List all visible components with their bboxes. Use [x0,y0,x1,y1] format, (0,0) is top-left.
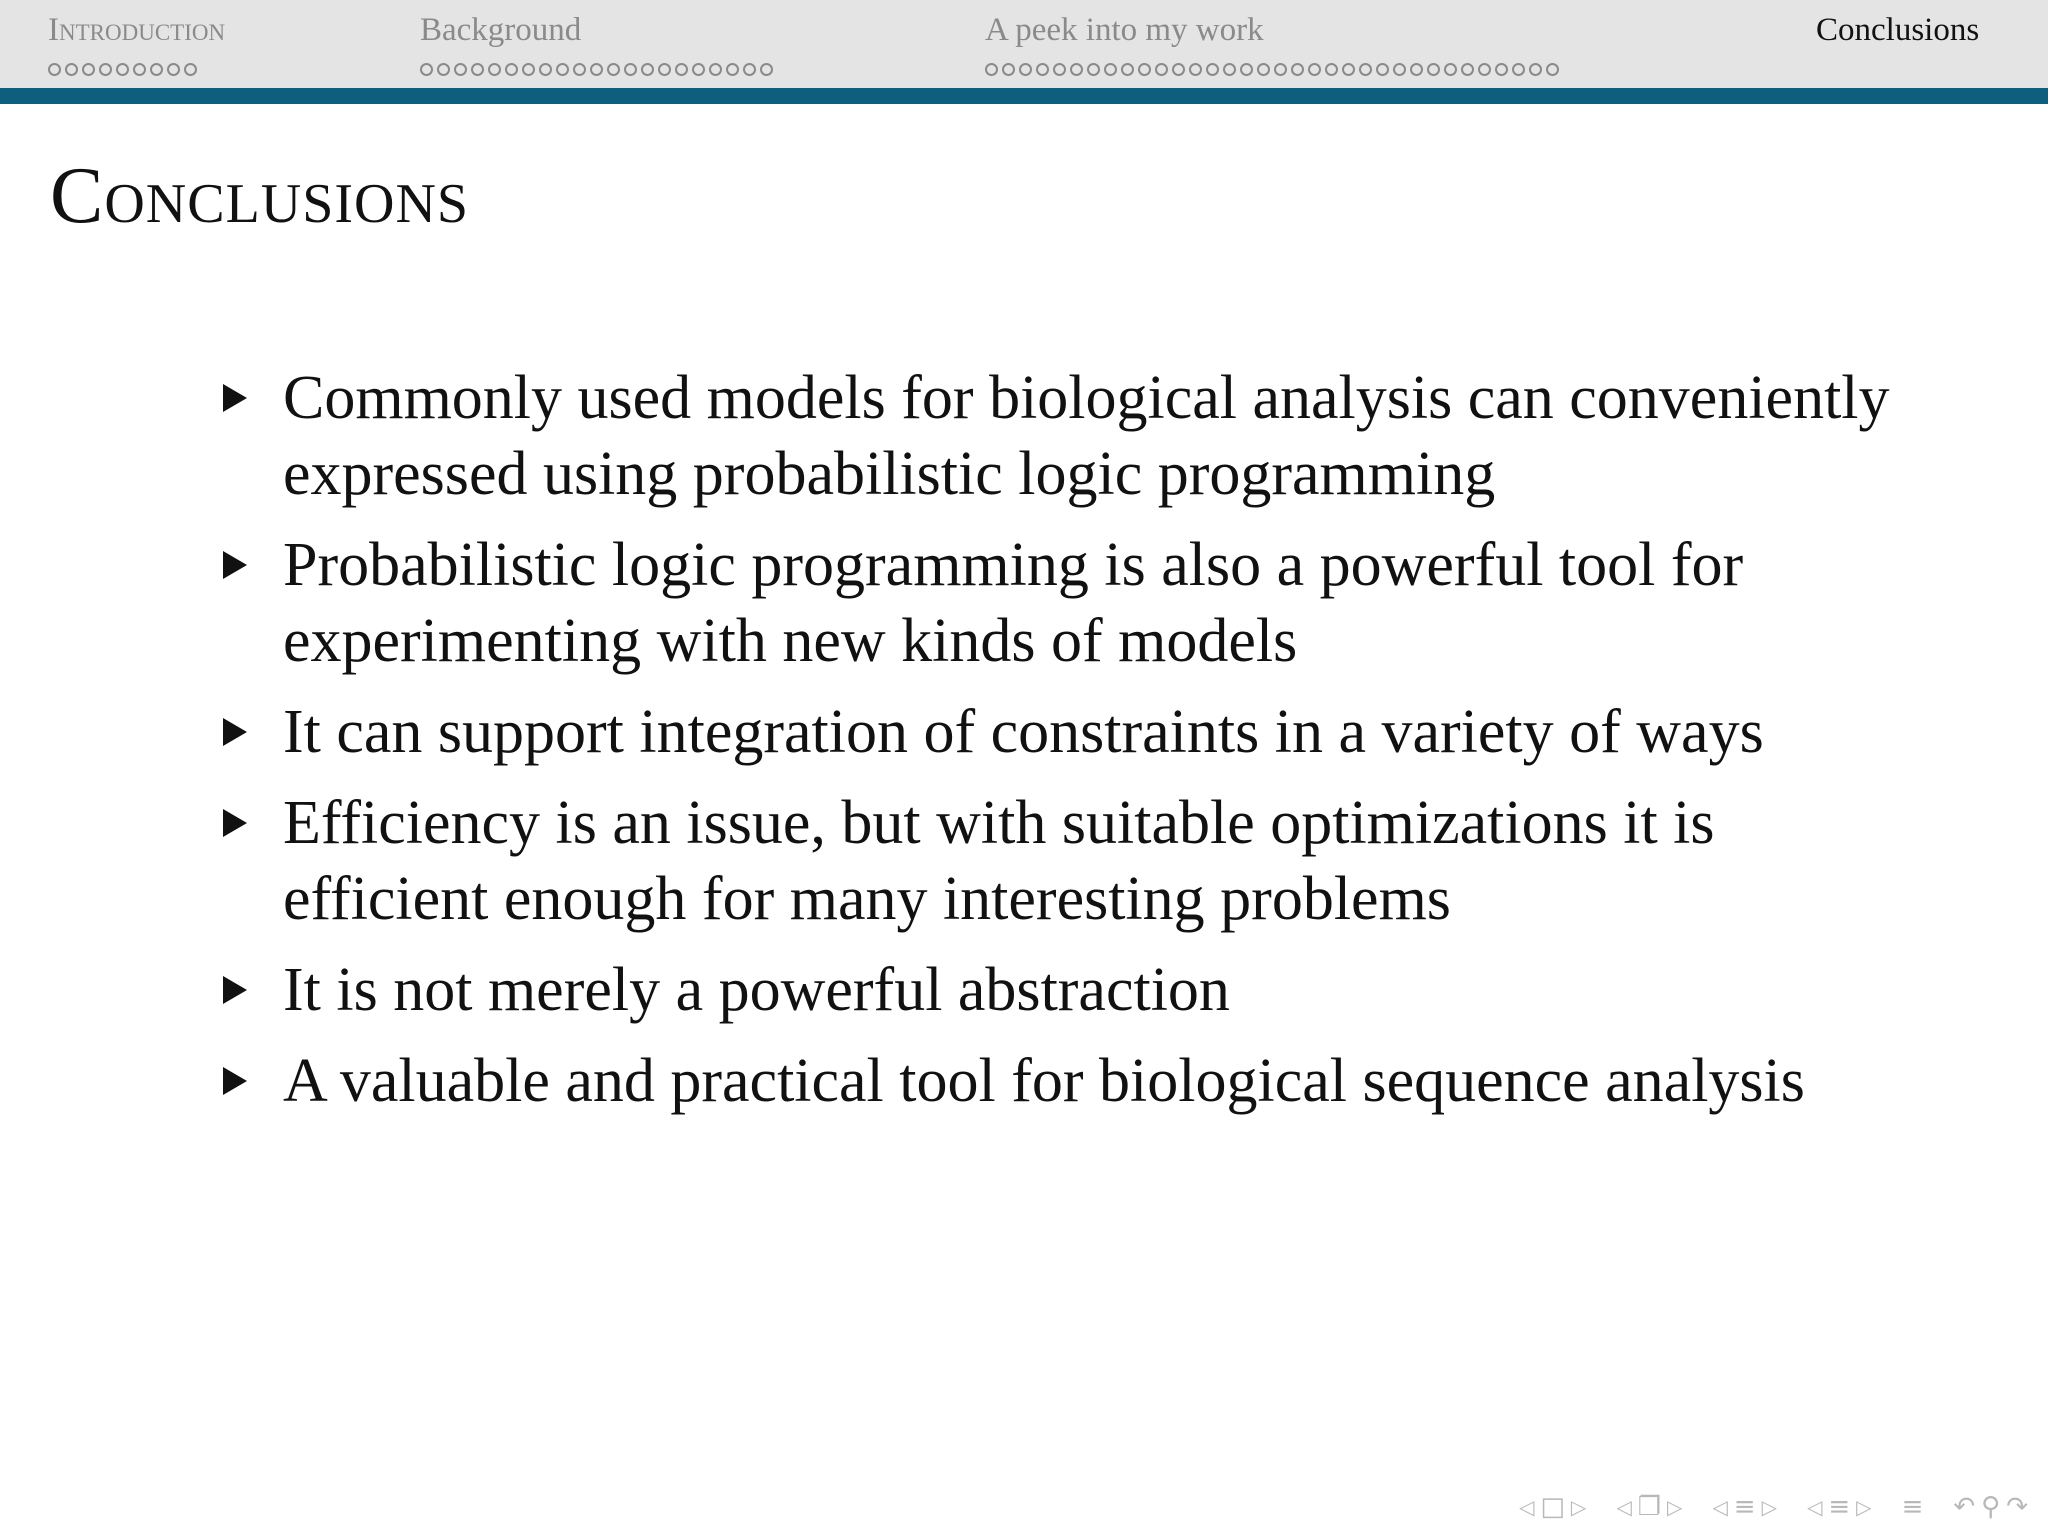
frame-dot[interactable] [1274,63,1287,76]
frame-dot[interactable] [488,63,501,76]
section-dots [985,60,1559,78]
section-dots [48,60,225,78]
frame-dot[interactable] [1495,63,1508,76]
frame-dot[interactable] [1410,63,1423,76]
list-item [215,527,1915,679]
triangle-bullet-icon [223,976,247,1004]
frame-dot[interactable] [1376,63,1389,76]
frame-dot[interactable] [573,63,586,76]
frame-icon[interactable]: ❐ [1637,1492,1662,1522]
next-frame-arrow-icon[interactable]: ▷ [1667,1495,1683,1519]
frame-dot[interactable] [1053,63,1066,76]
section-conclusions[interactable] [1816,10,1979,50]
frame-dot[interactable] [1461,63,1474,76]
next-subsection-arrow-icon[interactable]: ▷ [1761,1495,1777,1519]
list-item [215,360,1915,512]
frame-dot[interactable] [522,63,535,76]
frame-dot[interactable] [1529,63,1542,76]
section-dots [420,60,773,78]
triangle-bullet-icon [223,809,247,837]
frame-dot[interactable] [1427,63,1440,76]
next-section-arrow-icon[interactable]: ▷ [1856,1495,1872,1519]
frame-dot[interactable] [1019,63,1032,76]
frame-dot[interactable] [454,63,467,76]
frame-dot[interactable] [760,63,773,76]
prev-slide-arrow-icon[interactable]: ◁ [1518,1495,1535,1519]
frame-dot[interactable] [709,63,722,76]
frame-dot[interactable] [1546,63,1559,76]
search-icon[interactable]: ⚲ [1981,1492,2001,1522]
bullet-text: Probabilistic logic programming is also a powerful tool for experimenting with new kinds of models [283,531,1744,675]
frame-dot[interactable] [1393,63,1406,76]
prev-section-arrow-icon[interactable]: ◁ [1806,1495,1823,1519]
section-icon[interactable]: ≡ [1828,1492,1851,1522]
headline-rule [0,88,2048,104]
list-item [215,694,1915,770]
bullet-text: A valuable and practical tool for biological sequence analysis [283,1047,1805,1115]
frame-dot[interactable] [1240,63,1253,76]
next-slide-arrow-icon[interactable]: ▷ [1570,1495,1587,1519]
frame-dot[interactable] [556,63,569,76]
frame-dot[interactable] [1478,63,1491,76]
bullet-text: It can support integration of constraints in a variety of ways [283,698,1764,766]
frame-dot[interactable] [471,63,484,76]
frame-dot[interactable] [539,63,552,76]
frame-dot[interactable] [692,63,705,76]
frame-dot[interactable] [99,63,112,76]
frame-dot[interactable] [48,63,61,76]
triangle-bullet-icon [223,551,247,579]
frame-dot[interactable] [82,63,95,76]
frame-dot[interactable] [743,63,756,76]
list-item [215,1043,1915,1119]
triangle-bullet-icon [223,1067,247,1095]
bullet-list [215,360,1915,1134]
frame-dot[interactable] [590,63,603,76]
frame-dot[interactable] [1342,63,1355,76]
frame-dot[interactable] [1087,63,1100,76]
frame-dot[interactable] [1291,63,1304,76]
frame-dot[interactable] [675,63,688,76]
frame-dot[interactable] [1172,63,1185,76]
beamer-navigation-bar [1519,1492,2028,1522]
frame-dot[interactable] [641,63,654,76]
frame-dot[interactable] [1359,63,1372,76]
frame-dot[interactable] [624,63,637,76]
frame-dot[interactable] [1070,63,1083,76]
list-item [215,952,1915,1028]
frame-dot[interactable] [1206,63,1219,76]
bullet-text: Efficiency is an issue, but with suitable optimizations it is efficient enough for many interesting problems [283,789,1715,933]
frame-dot[interactable] [726,63,739,76]
slide-icon[interactable]: □ [1540,1492,1565,1522]
back-icon[interactable]: ↶ [1953,1492,1976,1522]
frame-dot[interactable] [184,63,197,76]
forward-icon[interactable]: ↷ [2006,1492,2028,1522]
bullet-text: It is not merely a powerful abstraction [283,956,1230,1024]
list-item [215,785,1915,937]
frame-dot[interactable] [1444,63,1457,76]
triangle-bullet-icon [223,718,247,746]
section-background[interactable] [420,10,773,78]
frame-dot[interactable] [1223,63,1236,76]
prev-frame-arrow-icon[interactable]: ◁ [1616,1495,1632,1519]
section-peek-into-my-work[interactable] [985,10,1559,78]
bullet-text: Commonly used models for biological analysis can conveniently expressed using probabilistic logic programming [283,364,1890,508]
frame-dot[interactable] [167,63,180,76]
section-label[interactable]: Introduction [48,12,226,48]
frame-dot[interactable] [116,63,129,76]
section-label[interactable]: A peek into my work [985,12,1264,48]
frame-dot[interactable] [150,63,163,76]
triangle-bullet-icon [223,384,247,412]
frame-dot[interactable] [607,63,620,76]
toc-icon[interactable]: ≡ [1901,1492,1924,1522]
frame-dot[interactable] [1121,63,1134,76]
frame-dot[interactable] [437,63,450,76]
frame-dot[interactable] [1138,63,1151,76]
frame-title: Conclusions [50,152,470,240]
prev-subsection-arrow-icon[interactable]: ◁ [1712,1495,1728,1519]
frame-dot[interactable] [1257,63,1270,76]
frame-dot[interactable] [133,63,146,76]
frame-dot[interactable] [985,63,998,76]
frame-dot[interactable] [420,63,433,76]
section-label[interactable]: Conclusions [1816,12,1980,48]
frame-dot[interactable] [1155,63,1168,76]
frame-dot[interactable] [1308,63,1321,76]
navigation-headline [0,0,2048,88]
section-label[interactable]: Background [420,12,582,48]
frame-dot[interactable] [1512,63,1525,76]
frame-dot[interactable] [1036,63,1049,76]
frame-dot[interactable] [658,63,671,76]
frame-dot[interactable] [1002,63,1015,76]
frame-dot[interactable] [1189,63,1202,76]
subsection-icon[interactable]: ≡ [1733,1492,1756,1522]
frame-dot[interactable] [1325,63,1338,76]
frame-dot[interactable] [65,63,78,76]
section-introduction[interactable] [48,10,225,78]
frame-dot[interactable] [1104,63,1117,76]
frame-dot[interactable] [505,63,518,76]
